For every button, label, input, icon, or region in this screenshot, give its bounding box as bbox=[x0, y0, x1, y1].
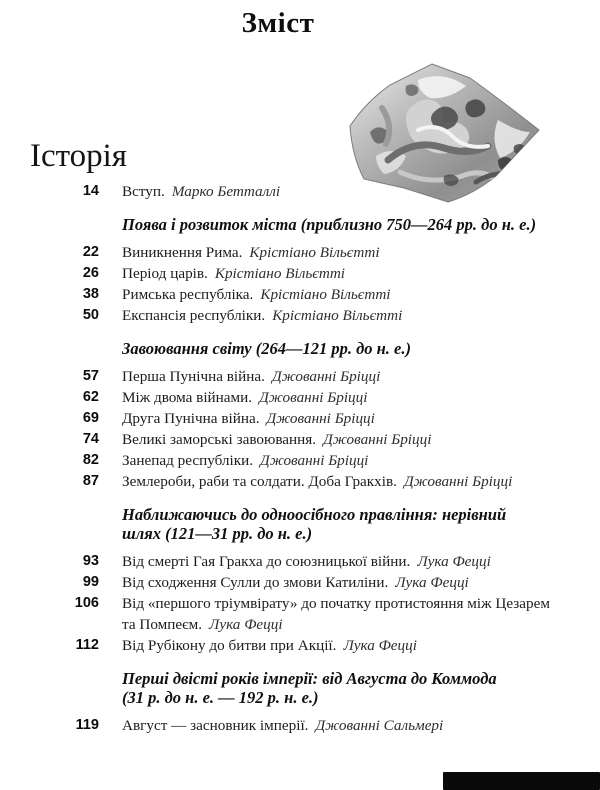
section-entries bbox=[0, 551, 600, 656]
entry-title: Експансія республіки. bbox=[122, 307, 266, 324]
entry-page-number: 93 bbox=[82, 553, 99, 569]
entry-author: Лука Фецці bbox=[209, 616, 283, 633]
entry-author: Джованні Бріцці bbox=[403, 473, 513, 490]
entry-text bbox=[122, 181, 574, 202]
entry-title: Між двома війнами. bbox=[122, 389, 253, 406]
section-entries bbox=[0, 181, 600, 202]
entry-author: Лука Фецці bbox=[417, 553, 491, 570]
entry-author: Джованні Сальмері bbox=[315, 717, 444, 734]
entry-title: Від смерті Гая Гракха до союзницької війни. bbox=[122, 553, 411, 570]
entry-title: Август — засновник імперії. bbox=[122, 717, 309, 734]
entry-title: Від сходження Сулли до змови Катиліни. bbox=[122, 574, 389, 591]
entry-author: Лука Фецці bbox=[343, 637, 417, 654]
entry-page-number: 82 bbox=[82, 452, 99, 468]
toc-entry bbox=[0, 450, 600, 471]
entry-author: Джованні Бріцці bbox=[260, 452, 369, 469]
entry-page-number: 112 bbox=[75, 637, 99, 653]
toc-entry bbox=[0, 284, 600, 305]
entry-page-number: 14 bbox=[82, 183, 99, 199]
entry-page-number: 74 bbox=[82, 431, 99, 447]
toc-entry bbox=[0, 408, 600, 429]
entry-text bbox=[122, 471, 574, 492]
toc-entry bbox=[0, 471, 600, 492]
toc-entry bbox=[0, 551, 600, 572]
entry-text bbox=[122, 593, 574, 635]
entry-author: Джованні Бріцці bbox=[323, 431, 432, 448]
entry-text bbox=[122, 715, 574, 736]
entry-author: Марко Бетталлі bbox=[171, 183, 281, 200]
entry-author: Джованні Бріцці bbox=[271, 368, 381, 385]
entry-author: Крістіано Вільєтті bbox=[272, 307, 403, 324]
section-heading: Перші двісті років імперії: від Августа до Коммода (31 р. до н. е. — 192 р. н. е.) bbox=[122, 669, 497, 707]
entry-page-number: 38 bbox=[82, 286, 99, 302]
section-heading: Поява і розвиток міста (приблизно 750—264 рр. до н. е.) bbox=[122, 215, 537, 234]
category-title: Історія bbox=[30, 138, 127, 174]
entry-page-number: 69 bbox=[82, 410, 99, 426]
toc-entry bbox=[0, 181, 600, 202]
entry-title: Період царів. bbox=[122, 265, 208, 282]
entry-page-number: 22 bbox=[82, 244, 99, 260]
entry-title: Перша Пунічна війна. bbox=[122, 368, 265, 385]
entry-text bbox=[122, 572, 574, 593]
entry-text bbox=[122, 305, 574, 326]
entry-author: Лука Фецці bbox=[395, 574, 469, 591]
entry-author: Крістіано Вільєтті bbox=[260, 286, 391, 303]
toc-section bbox=[0, 505, 600, 656]
entry-text bbox=[122, 242, 574, 263]
entry-text bbox=[122, 408, 574, 429]
table-of-contents bbox=[0, 181, 600, 736]
entry-title: Від Рубікону до битви при Акції. bbox=[122, 637, 337, 654]
section-heading: Наближаючись до одноосібного правління: нерівний шлях (121—31 рр. до н. е.) bbox=[122, 505, 507, 543]
entry-title: Від «першого тріумвірату» до початку протистояння між Цезарем та Помпеєм. bbox=[122, 595, 550, 633]
toc-entry bbox=[0, 635, 600, 656]
entry-title: Землероби, раби та солдати. Доба Гракхів. bbox=[122, 473, 397, 490]
entry-page-number: 106 bbox=[74, 595, 99, 611]
entry-title: Друга Пунічна війна. bbox=[122, 410, 260, 427]
toc-entry bbox=[0, 572, 600, 593]
entry-page-number: 26 bbox=[82, 265, 99, 281]
entry-page-number: 99 bbox=[82, 574, 99, 590]
entry-text bbox=[122, 366, 574, 387]
toc-section bbox=[0, 339, 600, 492]
entry-author: Крістіано Вільєтті bbox=[249, 244, 380, 261]
entry-page-number: 57 bbox=[82, 368, 99, 384]
toc-section bbox=[0, 181, 600, 202]
section-entries bbox=[0, 366, 600, 492]
entry-page-number: 62 bbox=[82, 389, 99, 405]
entry-page-number: 50 bbox=[82, 307, 99, 323]
entry-page-number: 87 bbox=[82, 473, 99, 489]
entry-author: Крістіано Вільєтті bbox=[214, 265, 346, 282]
entry-text bbox=[122, 263, 574, 284]
entry-title: Вступ. bbox=[122, 183, 165, 200]
entry-text bbox=[122, 429, 574, 450]
section-heading: Завоювання світу (264—121 рр. до н. е.) bbox=[122, 339, 411, 358]
page-title: Зміст bbox=[241, 7, 315, 39]
entry-title: Занепад республіки. bbox=[122, 452, 254, 469]
toc-section bbox=[0, 669, 600, 736]
entry-text bbox=[122, 450, 574, 471]
toc-entry bbox=[0, 263, 600, 284]
toc-entry bbox=[0, 593, 600, 635]
entry-text bbox=[122, 284, 574, 305]
entry-text bbox=[122, 387, 574, 408]
toc-section bbox=[0, 215, 600, 326]
entry-author: Джованні Бріцці bbox=[259, 389, 368, 406]
entry-title: Великі заморські завоювання. bbox=[122, 431, 317, 448]
toc-entry bbox=[0, 715, 600, 736]
section-entries bbox=[0, 242, 600, 326]
toc-entry bbox=[0, 387, 600, 408]
entry-title: Римська республіка. bbox=[122, 286, 254, 303]
toc-entry bbox=[0, 305, 600, 326]
entry-page-number: 119 bbox=[75, 717, 99, 733]
toc-entry bbox=[0, 242, 600, 263]
section-entries bbox=[0, 715, 600, 736]
toc-entry bbox=[0, 429, 600, 450]
entry-author: Джованні Бріцці bbox=[266, 410, 375, 427]
scan-artifact-bar bbox=[443, 772, 600, 790]
toc-entry bbox=[0, 366, 600, 387]
entry-text bbox=[122, 551, 574, 572]
entry-text bbox=[122, 635, 574, 656]
entry-title: Виникнення Рима. bbox=[122, 244, 243, 261]
